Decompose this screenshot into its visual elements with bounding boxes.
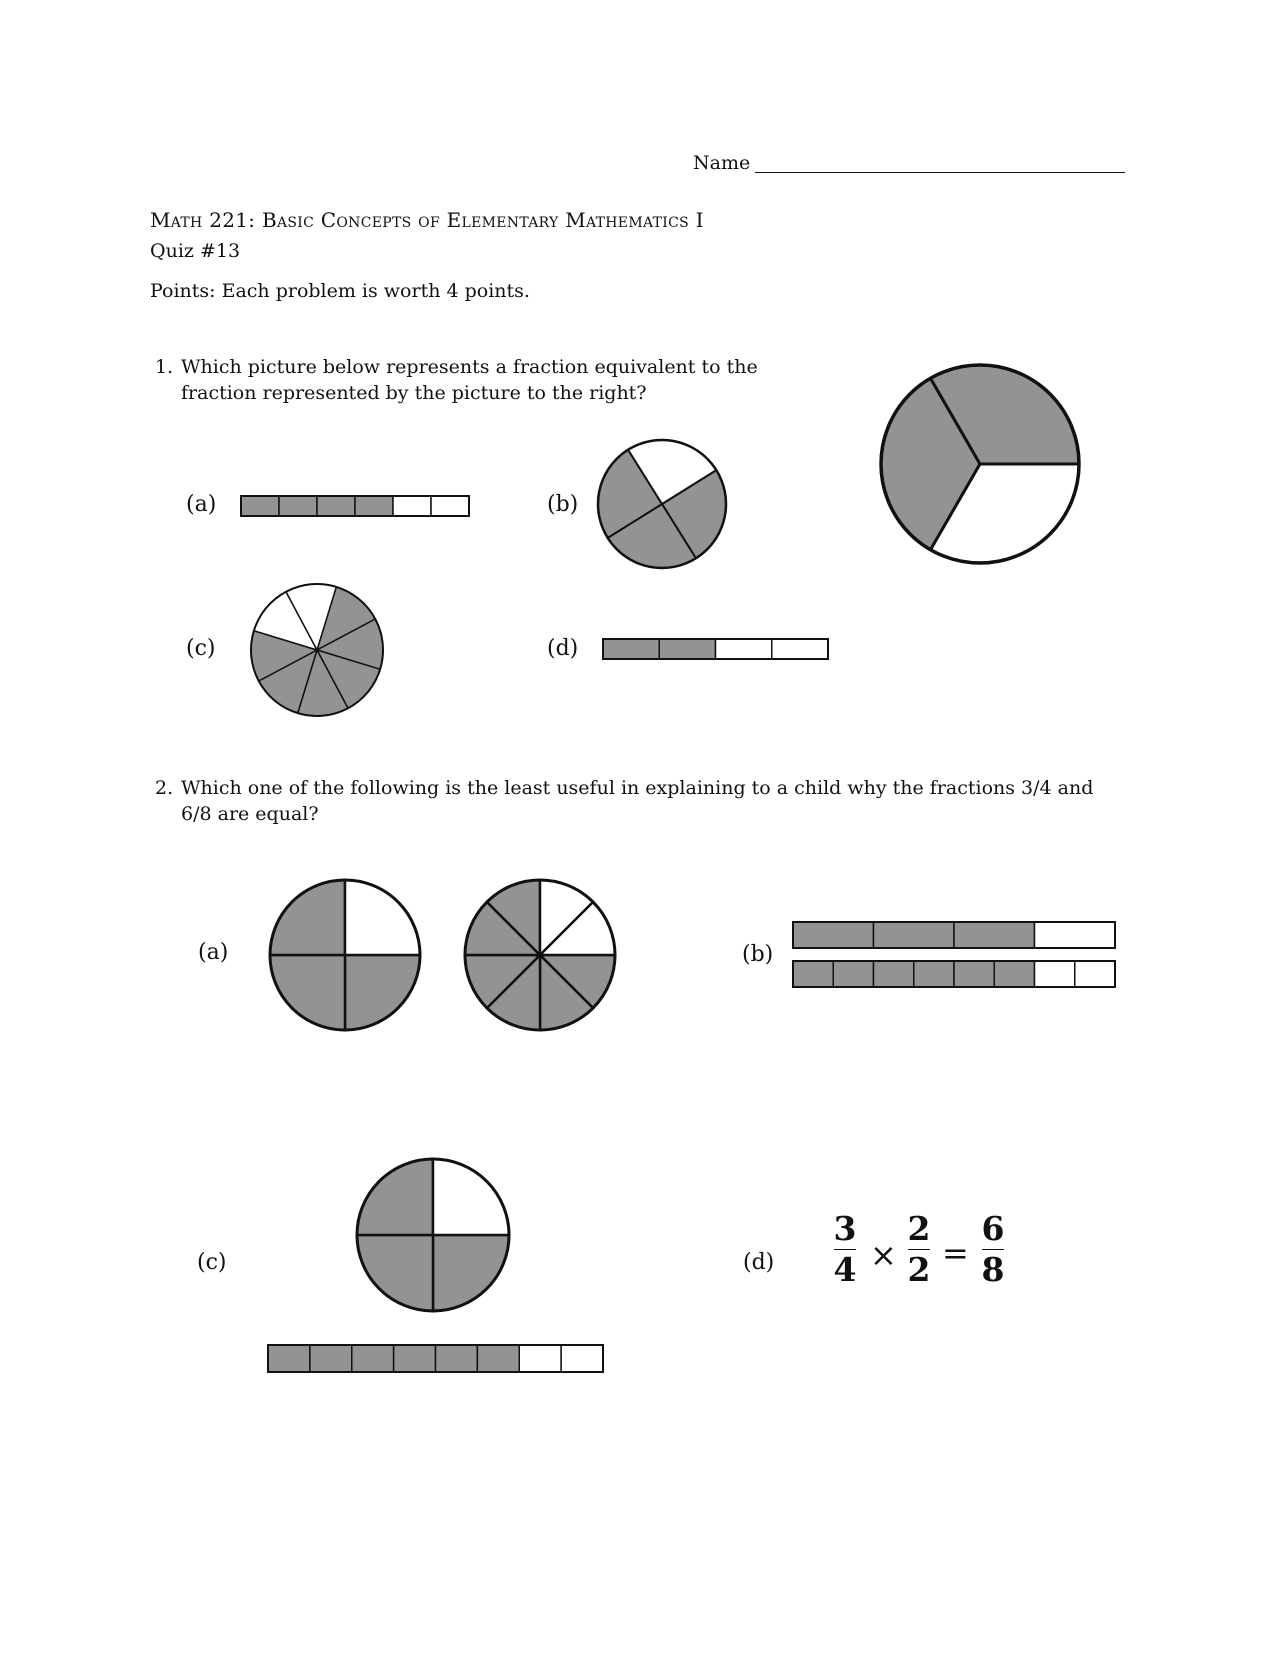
circle-outline [881, 365, 1079, 563]
shaded-sector [487, 955, 540, 1030]
fraction-denominator: 4 [833, 1250, 857, 1289]
unshaded-sector [433, 1159, 509, 1235]
problem-2-number: 2. [155, 777, 174, 799]
unshaded-cell [716, 639, 772, 659]
shaded-sector [357, 1159, 433, 1235]
unshaded-cell [1035, 922, 1116, 948]
equals-sign: = [942, 1234, 969, 1272]
quiz-title: Quiz #13 [150, 240, 241, 262]
shaded-sector [608, 504, 696, 568]
shaded-cell [436, 1345, 478, 1372]
circle-outline [598, 440, 726, 568]
fraction-numerator: 3 [833, 1209, 857, 1248]
problem-1-text: Which picture below represents a fraction equivalent to the fraction represented by the picture to the right? [181, 356, 758, 404]
unshaded-sector [345, 880, 420, 955]
p2-option-d-label[interactable]: (d) [743, 1250, 775, 1275]
shaded-sector [317, 650, 380, 708]
shaded-sector [259, 650, 317, 713]
shaded-sector [540, 955, 615, 1008]
p2-option-b-label[interactable]: (b) [742, 942, 774, 967]
shaded-cell [954, 961, 994, 987]
shaded-sector [931, 365, 1080, 464]
points-text: Points: Each problem is worth 4 points. [150, 280, 530, 302]
shaded-cell [317, 496, 355, 516]
shaded-sector [298, 650, 348, 716]
shaded-sector [357, 1235, 433, 1311]
unshaded-sector [628, 440, 716, 504]
unshaded-cell [431, 496, 469, 516]
shaded-cell [279, 496, 317, 516]
course-title: Math 221: Basic Concepts of Elementary Mathematics I [150, 208, 704, 232]
shaded-cell [874, 922, 955, 948]
fraction-6-8 [978, 1210, 1008, 1289]
name-field-line[interactable] [755, 172, 1125, 173]
unshaded-sector [540, 902, 615, 955]
shaded-cell [833, 961, 873, 987]
circle-outline [465, 880, 615, 1030]
p2-option-a-label[interactable]: (a) [198, 940, 229, 965]
unshaded-cell [393, 496, 431, 516]
shaded-cell [954, 922, 1035, 948]
shaded-cell [352, 1345, 394, 1372]
problem-2 [155, 775, 1130, 827]
p1-option-d-label[interactable]: (d) [547, 636, 579, 661]
circle-outline [270, 880, 420, 1030]
unshaded-cell [772, 639, 828, 659]
bar-outline [603, 639, 828, 659]
shaded-cell [793, 961, 833, 987]
shaded-cell [914, 961, 954, 987]
fraction-denominator: 8 [981, 1250, 1005, 1289]
shaded-cell [241, 496, 279, 516]
shaded-cell [874, 961, 914, 987]
shaded-sector [345, 955, 420, 1030]
fraction-denominator: 2 [907, 1250, 931, 1289]
unshaded-sector [254, 592, 317, 650]
fraction-2-2 [904, 1210, 934, 1289]
shaded-sector [598, 450, 662, 538]
shaded-cell [994, 961, 1034, 987]
bar-outline [793, 961, 1115, 987]
p1-option-a-label[interactable]: (a) [186, 492, 217, 517]
shaded-cell [268, 1345, 310, 1372]
name-label: Name [693, 152, 751, 174]
shaded-cell [477, 1345, 519, 1372]
problem-2-text: Which one of the following is the least useful in explaining to a child why the fractions 3/4 and 6/8 are equal? [181, 777, 1094, 825]
unshaded-cell [1075, 961, 1115, 987]
unshaded-sector [540, 880, 593, 955]
p1-option-b-label[interactable]: (b) [547, 492, 579, 517]
shaded-sector [317, 619, 383, 669]
shaded-sector [881, 378, 980, 549]
shaded-cell [793, 922, 874, 948]
circle-outline [357, 1159, 509, 1311]
circle-outline [251, 584, 383, 716]
shaded-sector [251, 631, 317, 681]
problem-1 [155, 354, 815, 406]
shaded-sector [465, 902, 540, 955]
bar-outline [268, 1345, 603, 1372]
unshaded-sector [931, 464, 1080, 563]
shaded-sector [487, 880, 540, 955]
shaded-sector [433, 1235, 509, 1311]
shaded-sector [270, 955, 345, 1030]
problem-1-number: 1. [155, 356, 174, 378]
shaded-sector [540, 955, 593, 1030]
bar-outline [793, 922, 1115, 948]
shaded-cell [659, 639, 715, 659]
shaded-sector [317, 587, 375, 650]
unshaded-cell [561, 1345, 603, 1372]
p1-option-c-label[interactable]: (c) [186, 636, 216, 661]
fraction-numerator: 6 [981, 1209, 1005, 1248]
fraction-3-4 [830, 1210, 860, 1289]
shaded-sector [662, 470, 726, 558]
shaded-sector [270, 880, 345, 955]
shaded-cell [355, 496, 393, 516]
fraction-numerator: 2 [907, 1209, 931, 1248]
p2-option-c-label[interactable]: (c) [197, 1250, 227, 1275]
p2-option-d-equation [818, 1210, 1018, 1310]
times-sign: × [870, 1236, 897, 1274]
shaded-cell [310, 1345, 352, 1372]
unshaded-cell [1035, 961, 1075, 987]
unshaded-sector [286, 584, 336, 650]
shaded-cell [603, 639, 659, 659]
unshaded-cell [519, 1345, 561, 1372]
bar-outline [241, 496, 469, 516]
shaded-sector [465, 955, 540, 1008]
shaded-cell [394, 1345, 436, 1372]
